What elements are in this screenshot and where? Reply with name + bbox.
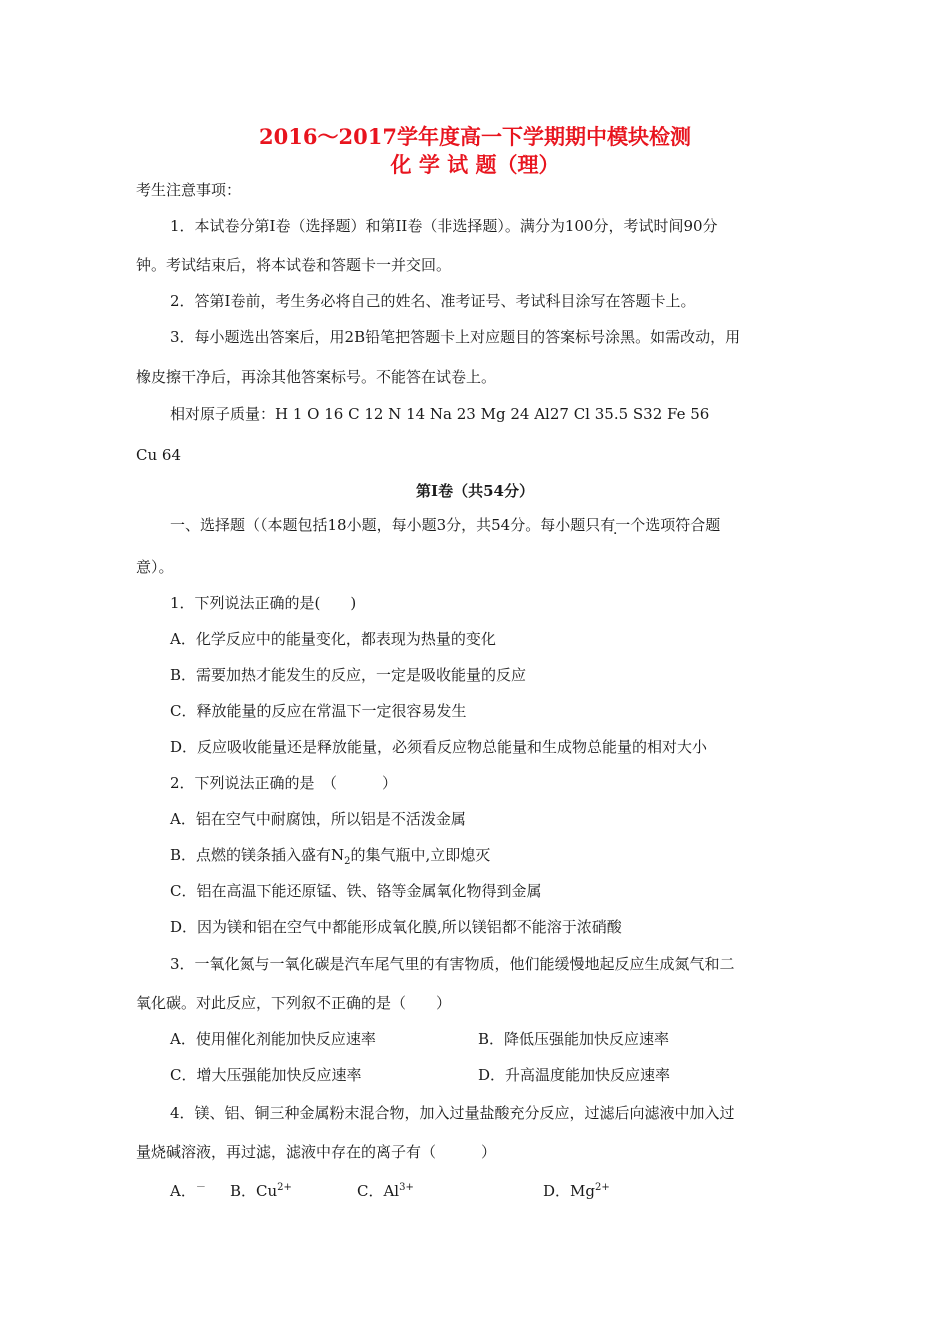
notice-item-2: 2．答第Ⅰ卷前，考生务必将自己的姓名、准考证号、考试科目涂写在答题卡上。 [170, 292, 696, 310]
q3-option-c: C．增大压强能加快反应速率 [170, 1066, 362, 1084]
notice-item-1b: 钟。考试结束后，将本试卷和答题卡一并交回。 [136, 256, 452, 274]
q2-option-d: D．因为镁和铝在空气中都能形成氧化膜,所以镁铝都不能溶于浓硝酸 [170, 918, 622, 936]
superscript: 2+ [277, 1182, 292, 1193]
q3-stem-b: 氧化碳。对此反应，下列叙不正确的是（ ） [136, 994, 452, 1012]
q2-option-b [170, 845, 490, 872]
q4-option-d [543, 1178, 610, 1201]
instructions-text: 一、选择题（（本题包括18小题，每小题3分，共54分。每小题 [170, 516, 586, 534]
q4-option-a [170, 1178, 206, 1201]
notice-item-3a: 3．每小题选出答案后，用2B铅笔把答题卡上对应题目的答案标号涂黑。如需改动，用 [170, 328, 741, 346]
exam-subtitle: 化 学 试 题（理） [390, 152, 560, 177]
q2-option-c: C．铝在高温下能还原锰、铁、铬等金属氧化物得到金属 [170, 882, 542, 900]
q1-option-b: B．需要加热才能发生的反应，一定是吸收能量的反应 [170, 666, 527, 684]
q2-option-b-text: B．点燃的镁条插入盛有N [170, 846, 345, 864]
q4-option-a-label: A． [170, 1182, 196, 1200]
exam-title: 2016～2017学年度高一下学期期中模块检测 [259, 124, 691, 149]
q1-option-d: D．反应吸收能量还是释放能量，必须看反应物总能量和生成物总能量的相对大小 [170, 738, 708, 756]
q2-stem: 2．下列说法正确的是 （ ） [170, 774, 398, 792]
q1-option-a: A．化学反应中的能量变化，都表现为热量的变化 [170, 630, 496, 648]
q1-option-c: C．释放能量的反应在常温下一定很容易发生 [170, 702, 467, 720]
q2-option-b-text-end: 的集气瓶中,立即熄灭 [350, 846, 491, 864]
q3-option-a: A．使用催化剂能加快反应速率 [170, 1030, 376, 1048]
q4-option-b-label: B．Cu [230, 1182, 278, 1200]
q2-option-a: A．铝在空气中耐腐蚀，所以铝是不活泼金属 [170, 810, 466, 828]
q3-stem-a: 3．一氧化氮与一氧化碳是汽车尾气里的有害物质，他们能缓慢地起反应生成氮气和二 [170, 955, 735, 973]
q3-option-d: D．升高温度能加快反应速率 [478, 1066, 671, 1084]
notice-item-3b: 橡皮擦干净后，再涂其他答案标号。不能答在试卷上。 [136, 368, 497, 386]
instructions-text-end: 选项符合题 [645, 516, 721, 534]
superscript: － [195, 1182, 206, 1193]
atomic-mass-line-a: 相对原子质量：H 1 O 16 C 12 N 14 Na 23 Mg 24 Al27 Cl 35.5 S32 Fe 56 [170, 405, 710, 423]
q4-option-c [357, 1178, 414, 1201]
subscript: 2 [344, 856, 351, 867]
superscript: 3+ [399, 1182, 414, 1193]
q4-option-c-label: C．Al [357, 1182, 400, 1200]
q4-stem-a: 4．镁、铝、铜三种金属粉末混合物，加入过量盐酸充分反应，过滤后向滤液中加入过 [170, 1104, 735, 1122]
q1-stem: 1．下列说法正确的是( ) [170, 594, 357, 612]
atomic-mass-line-b: Cu 64 [136, 446, 181, 464]
superscript: 2+ [595, 1182, 610, 1193]
q3-option-b: B．降低压强能加快反应速率 [478, 1030, 670, 1048]
q4-stem-b: 量烧碱溶液，再过滤，滤液中存在的离子有（ ） [136, 1143, 497, 1161]
section-heading: 第Ⅰ卷（共54分） [416, 482, 534, 500]
notice-heading: 考生注意事项： [136, 181, 242, 199]
section-instructions [170, 515, 720, 535]
notice-item-1a: 1．本试卷分第Ⅰ卷（选择题）和第II卷（非选择题）。满分为100分，考试时间90分 [170, 217, 718, 235]
q4-option-d-label: D．Mg [543, 1182, 595, 1200]
emphasis-dotted-text: 只有一个 [585, 516, 646, 534]
q4-option-b [230, 1178, 292, 1201]
section-instructions-b: 意）。 [136, 558, 174, 576]
